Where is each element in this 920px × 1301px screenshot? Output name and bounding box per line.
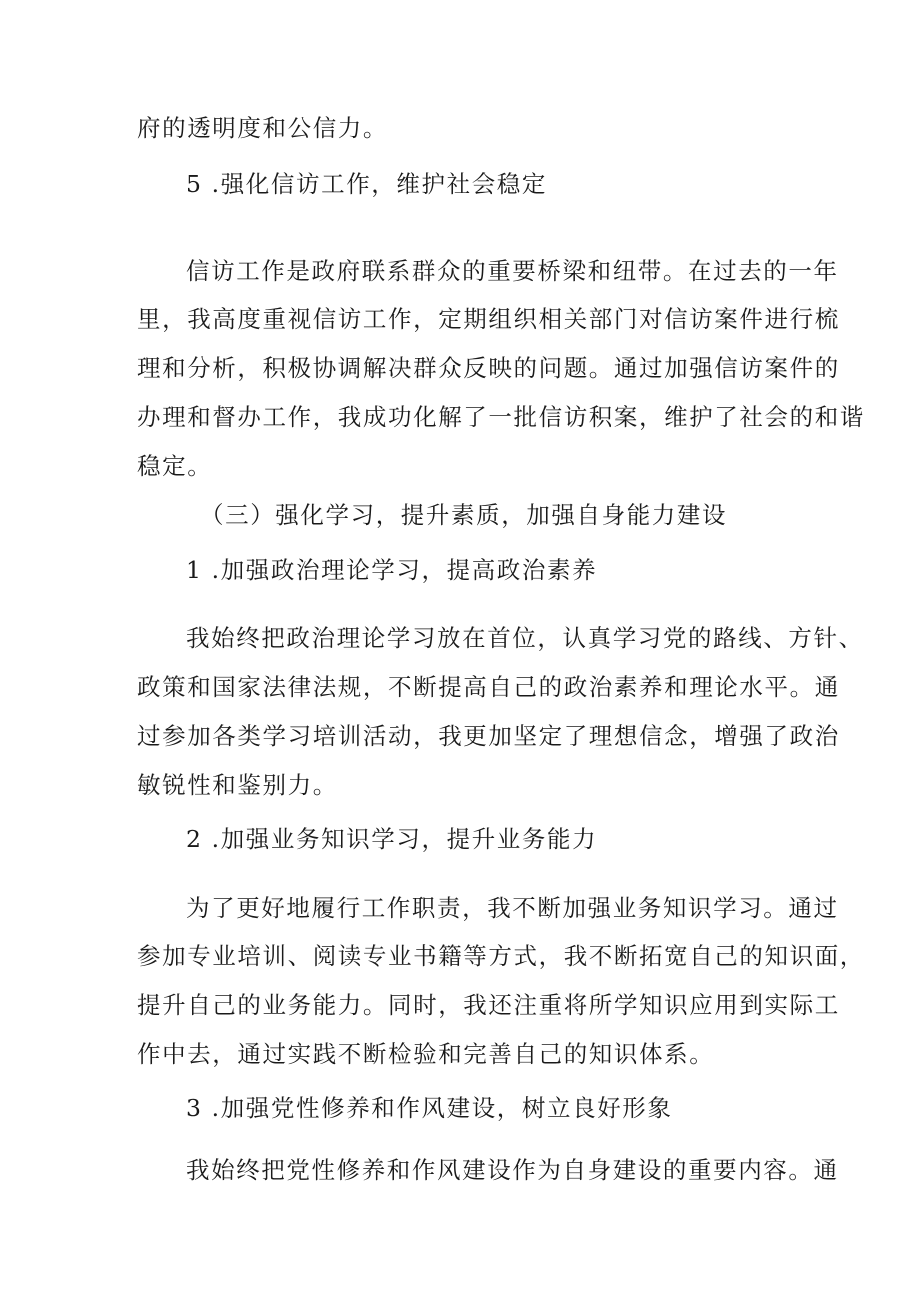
paragraph-continuation: 府的透明度和公信力。 [137,114,388,142]
item-2-paragraph-line: 参加专业培训、阅读专业书籍等方式，我不断拓宽自己的知识面， [137,942,865,970]
section-5-paragraph-line: 办理和督办工作，我成功化解了一批信访积案，维护了社会的和谐 [137,403,865,431]
item-2-heading: 2 .加强业务知识学习，提升业务能力 [186,825,598,853]
item-1-heading: 1 .加强政治理论学习，提高政治素养 [186,556,598,584]
item-1-paragraph-line: 政策和国家法律法规，不断提高自己的政治素养和理论水平。通 [137,673,840,701]
item-2-paragraph-line: 提升自己的业务能力。同时，我还注重将所学知识应用到实际工 [137,991,840,1019]
item-1-paragraph-line: 过参加各类学习培训活动，我更加坚定了理想信念，增强了政治 [137,722,840,750]
section-5-paragraph-line: 里，我高度重视信访工作，定期组织相关部门对信访案件进行梳 [137,305,840,333]
section-5-paragraph-line: 理和分析，积极协调解决群众反映的问题。通过加强信访案件的 [137,354,840,382]
section-5-paragraph-line: 稳定。 [137,452,213,480]
part-3-heading: （三）强化学习，提升素质，加强自身能力建设 [200,501,728,529]
item-2-paragraph-line: 作中去，通过实践不断检验和完善自己的知识体系。 [137,1040,715,1068]
item-3-paragraph-line: 我始终把党性修养和作风建设作为自身建设的重要内容。通 [186,1156,839,1184]
item-1-paragraph-line: 我始终把政治理论学习放在首位，认真学习党的路线、方针、 [186,624,864,652]
section-5-paragraph-line: 信访工作是政府联系群众的重要桥梁和纽带。在过去的一年 [186,257,839,285]
section-5-heading: 5 .强化信访工作，维护社会稳定 [186,170,547,198]
item-3-heading: 3 .加强党性修养和作风建设，树立良好形象 [186,1094,673,1122]
item-1-paragraph-line: 敏锐性和鉴别力。 [137,771,338,799]
item-2-paragraph-line: 为了更好地履行工作职责，我不断加强业务知识学习。通过 [186,894,839,922]
